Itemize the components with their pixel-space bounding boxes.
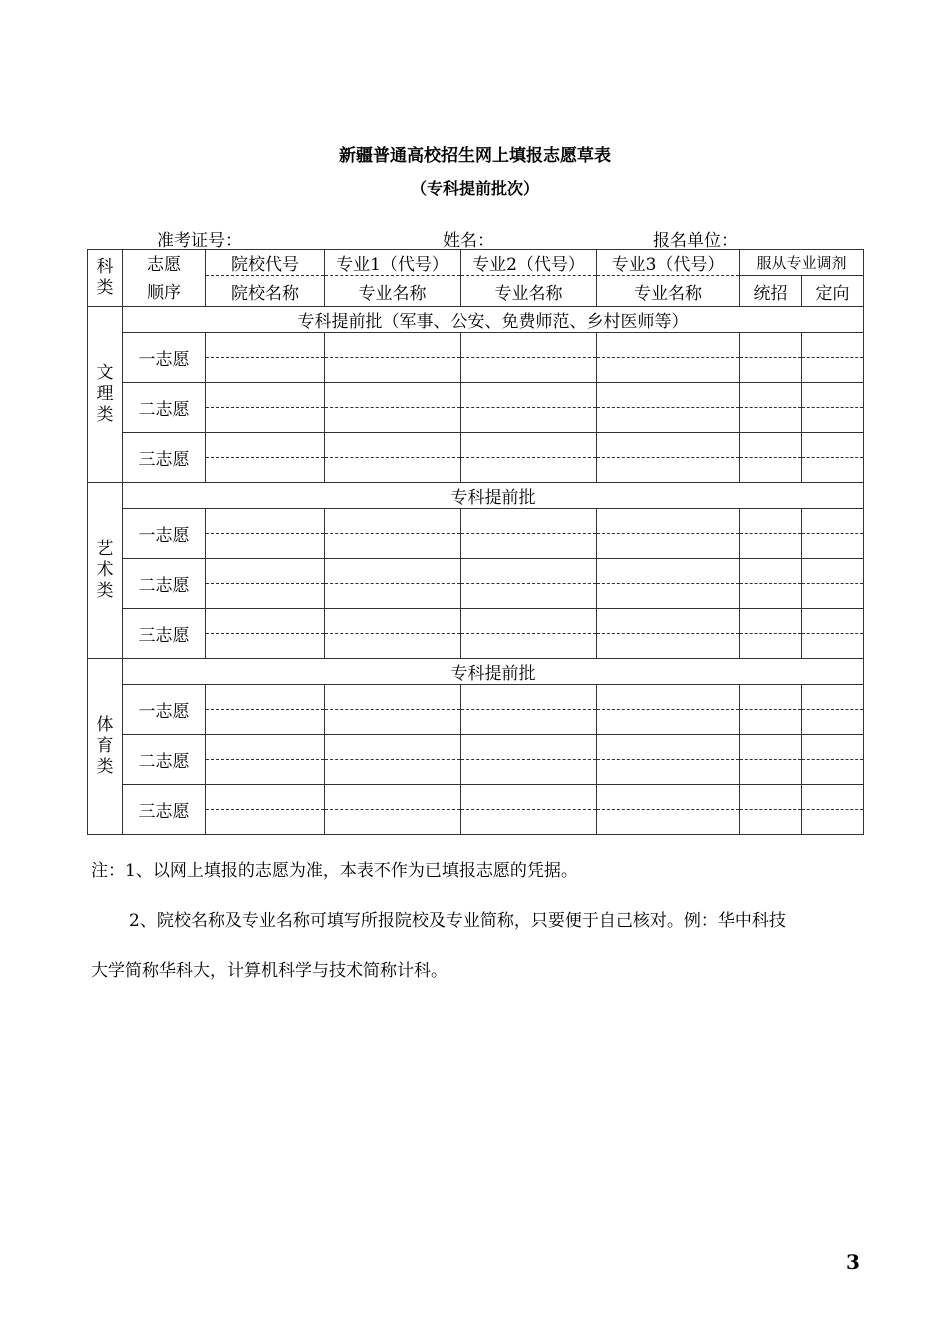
school-field-lower[interactable]: [206, 810, 325, 835]
directed-header: 定向: [802, 276, 864, 307]
exam-number-label: 准考证号：: [157, 231, 242, 251]
order-header-bottom: 顺序: [123, 276, 206, 307]
choice-row: [88, 735, 864, 760]
choice-label: 三志愿: [123, 785, 206, 835]
school-field-lower[interactable]: [206, 358, 325, 383]
category-cell: [88, 307, 123, 483]
major1-field-upper[interactable]: [325, 433, 461, 458]
major3-field-upper[interactable]: [597, 559, 740, 584]
major1-header: 专业1（代号）: [325, 250, 461, 276]
major3-field-lower[interactable]: [597, 584, 740, 609]
major2-field-upper[interactable]: [461, 735, 597, 760]
major2-field-upper[interactable]: [461, 509, 597, 534]
order-header-top: 志愿: [123, 250, 206, 276]
unified-field-upper[interactable]: [740, 785, 802, 810]
directed-field-upper[interactable]: [802, 685, 864, 710]
directed-field-upper[interactable]: [802, 433, 864, 458]
category-label: 艺术类: [96, 539, 114, 601]
unified-field-upper[interactable]: [740, 559, 802, 584]
school-field-upper[interactable]: [206, 735, 325, 760]
form-title: 新疆普通高校招生网上填报志愿草表: [339, 146, 611, 166]
note-2: 2、院校名称及专业名称可填写所报院校及专业简称，只要便于自己核对。例：华中科技: [129, 911, 786, 931]
major1-field-lower[interactable]: [325, 810, 461, 835]
unified-field-lower[interactable]: [740, 760, 802, 785]
school-field-upper[interactable]: [206, 559, 325, 584]
school-field-lower[interactable]: [206, 634, 325, 659]
unified-field-lower[interactable]: [740, 458, 802, 483]
major3-field-lower[interactable]: [597, 710, 740, 735]
school-field-lower[interactable]: [206, 584, 325, 609]
major3-field-upper[interactable]: [597, 509, 740, 534]
major1-field-upper[interactable]: [325, 785, 461, 810]
directed-field-lower[interactable]: [802, 458, 864, 483]
school-field-upper[interactable]: [206, 333, 325, 358]
major-name-header-3: 专业名称: [597, 276, 740, 307]
school-field-lower[interactable]: [206, 534, 325, 559]
choice-row: [88, 383, 864, 408]
major3-header: 专业3（代号）: [597, 250, 740, 276]
category-cell: [88, 483, 123, 659]
choice-row: [88, 509, 864, 534]
major3-field-upper[interactable]: [597, 735, 740, 760]
school-name-header: 院校名称: [206, 276, 325, 307]
school-field-lower[interactable]: [206, 458, 325, 483]
major1-field-upper[interactable]: [325, 333, 461, 358]
directed-field-upper[interactable]: [802, 383, 864, 408]
major2-field-upper[interactable]: [461, 433, 597, 458]
major3-field-lower[interactable]: [597, 534, 740, 559]
school-code-header: 院校代号: [206, 250, 325, 276]
major3-field-upper[interactable]: [597, 609, 740, 634]
major1-field-lower[interactable]: [325, 634, 461, 659]
major1-field-lower[interactable]: [325, 408, 461, 433]
choice-label: 三志愿: [123, 433, 206, 483]
major2-field-upper[interactable]: [461, 785, 597, 810]
major3-field-lower[interactable]: [597, 634, 740, 659]
unified-field-lower[interactable]: [740, 358, 802, 383]
major1-field-lower[interactable]: [325, 458, 461, 483]
major3-field-upper[interactable]: [597, 433, 740, 458]
major2-field-lower[interactable]: [461, 760, 597, 785]
major2-field-lower[interactable]: [461, 634, 597, 659]
choice-label: 二志愿: [123, 559, 206, 609]
major3-field-lower[interactable]: [597, 358, 740, 383]
category-header-text: 科类: [96, 257, 114, 298]
major3-field-lower[interactable]: [597, 458, 740, 483]
batch-row: [88, 483, 864, 509]
directed-field-lower[interactable]: [802, 760, 864, 785]
major1-field-upper[interactable]: [325, 685, 461, 710]
name-label: 姓名：: [443, 231, 494, 251]
directed-field-upper[interactable]: [802, 735, 864, 760]
school-field-upper[interactable]: [206, 685, 325, 710]
directed-field-lower[interactable]: [802, 810, 864, 835]
major1-field-lower[interactable]: [325, 584, 461, 609]
major2-field-upper[interactable]: [461, 559, 597, 584]
batch-label: 专科提前批: [123, 483, 864, 509]
major2-field-lower[interactable]: [461, 408, 597, 433]
major2-field-upper[interactable]: [461, 685, 597, 710]
major-name-header-1: 专业名称: [325, 276, 461, 307]
adjust-header: 服从专业调剂: [740, 250, 864, 276]
batch-label: 专科提前批（军事、公安、免费师范、乡村医师等）: [123, 307, 864, 333]
note-1: 注：1、以网上填报的志愿为准，本表不作为已填报志愿的凭据。: [91, 861, 578, 881]
major2-field-lower[interactable]: [461, 810, 597, 835]
major3-field-upper[interactable]: [597, 685, 740, 710]
directed-field-lower[interactable]: [802, 634, 864, 659]
major-name-header-2: 专业名称: [461, 276, 597, 307]
unified-field-upper[interactable]: [740, 735, 802, 760]
major2-field-upper[interactable]: [461, 333, 597, 358]
major2-header: 专业2（代号）: [461, 250, 597, 276]
choice-label: 一志愿: [123, 333, 206, 383]
choice-row: [88, 685, 864, 710]
school-field-upper[interactable]: [206, 785, 325, 810]
batch-row: [88, 659, 864, 685]
major3-field-lower[interactable]: [597, 408, 740, 433]
school-field-upper[interactable]: [206, 509, 325, 534]
major3-field-lower[interactable]: [597, 760, 740, 785]
directed-field-upper[interactable]: [802, 609, 864, 634]
major3-field-upper[interactable]: [597, 333, 740, 358]
batch-row: [88, 307, 864, 333]
major3-field-upper[interactable]: [597, 785, 740, 810]
directed-field-lower[interactable]: [802, 408, 864, 433]
directed-field-upper[interactable]: [802, 785, 864, 810]
major1-field-lower[interactable]: [325, 358, 461, 383]
choice-label: 三志愿: [123, 609, 206, 659]
unified-field-upper[interactable]: [740, 333, 802, 358]
directed-field-upper[interactable]: [802, 559, 864, 584]
directed-field-lower[interactable]: [802, 358, 864, 383]
choice-label: 一志愿: [123, 685, 206, 735]
major1-field-upper[interactable]: [325, 509, 461, 534]
major2-field-upper[interactable]: [461, 609, 597, 634]
unified-field-upper[interactable]: [740, 509, 802, 534]
major2-field-upper[interactable]: [461, 383, 597, 408]
form-subtitle: （专科提前批次）: [410, 179, 539, 198]
category-label: 体育类: [96, 715, 114, 777]
major1-field-upper[interactable]: [325, 735, 461, 760]
directed-field-upper[interactable]: [802, 509, 864, 534]
major2-field-lower[interactable]: [461, 358, 597, 383]
school-field-lower[interactable]: [206, 408, 325, 433]
school-field-upper[interactable]: [206, 609, 325, 634]
header-row-bottom: [88, 276, 864, 307]
unified-field-lower[interactable]: [740, 810, 802, 835]
choice-row: [88, 609, 864, 634]
choice-label: 一志愿: [123, 509, 206, 559]
category-label: 文理类: [96, 363, 114, 425]
school-field-upper[interactable]: [206, 383, 325, 408]
unified-field-upper[interactable]: [740, 433, 802, 458]
school-field-upper[interactable]: [206, 433, 325, 458]
major2-field-lower[interactable]: [461, 458, 597, 483]
major2-field-lower[interactable]: [461, 710, 597, 735]
unified-field-upper[interactable]: [740, 685, 802, 710]
header-row-top: [88, 250, 864, 276]
unified-field-upper[interactable]: [740, 609, 802, 634]
directed-field-lower[interactable]: [802, 710, 864, 735]
unified-field-upper[interactable]: [740, 383, 802, 408]
directed-field-lower[interactable]: [802, 584, 864, 609]
application-form-table: [87, 249, 864, 835]
choice-row: [88, 559, 864, 584]
choice-row: [88, 785, 864, 810]
directed-field-upper[interactable]: [802, 333, 864, 358]
directed-field-lower[interactable]: [802, 534, 864, 559]
unified-field-lower[interactable]: [740, 584, 802, 609]
choice-row: [88, 433, 864, 458]
category-cell: [88, 659, 123, 835]
major2-field-lower[interactable]: [461, 534, 597, 559]
unified-field-lower[interactable]: [740, 534, 802, 559]
unified-header: 统招: [740, 276, 802, 307]
unified-field-lower[interactable]: [740, 710, 802, 735]
major3-field-upper[interactable]: [597, 383, 740, 408]
note-3: 大学简称华科大，计算机科学与技术简称计科。: [91, 961, 448, 981]
choice-label: 二志愿: [123, 383, 206, 433]
page-number: 3: [846, 1250, 860, 1274]
major3-field-lower[interactable]: [597, 810, 740, 835]
choice-label: 二志愿: [123, 735, 206, 785]
choice-row: [88, 333, 864, 358]
major1-field-lower[interactable]: [325, 710, 461, 735]
major1-field-upper[interactable]: [325, 609, 461, 634]
major1-field-upper[interactable]: [325, 383, 461, 408]
school-field-lower[interactable]: [206, 760, 325, 785]
batch-label: 专科提前批: [123, 659, 864, 685]
category-header: [88, 250, 123, 307]
unit-label: 报名单位：: [653, 231, 738, 251]
major1-field-upper[interactable]: [325, 559, 461, 584]
major2-field-lower[interactable]: [461, 584, 597, 609]
unified-field-lower[interactable]: [740, 634, 802, 659]
school-field-lower[interactable]: [206, 710, 325, 735]
major1-field-lower[interactable]: [325, 760, 461, 785]
unified-field-lower[interactable]: [740, 408, 802, 433]
major1-field-lower[interactable]: [325, 534, 461, 559]
